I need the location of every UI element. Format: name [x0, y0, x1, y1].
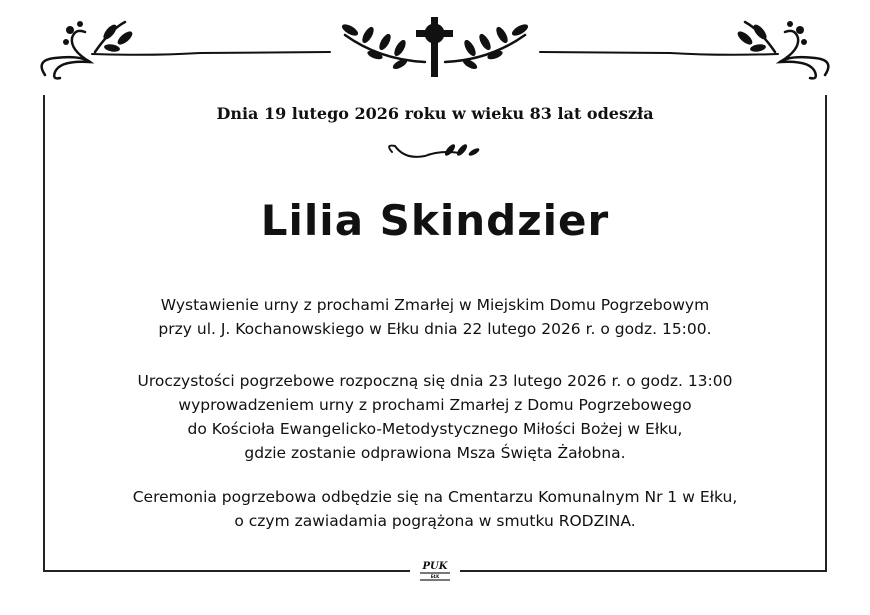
text-line: o czym zawiadamia pogrążona w smutku RODZINA.: [234, 512, 636, 530]
deceased-name: Lilia Skindzier: [260, 196, 610, 245]
text-line: wyprowadzeniem urny z prochami Zmarłej z Domu Pogrzebowego: [178, 396, 692, 414]
text-line: gdzie zostanie odprawiona Msza Święta Żałobna.: [244, 444, 626, 462]
puk-logo: [414, 562, 456, 581]
frame-bottom-left: [43, 570, 410, 572]
logo-main: PUK: [422, 561, 448, 572]
paragraph-burial: [0, 485, 870, 533]
cross-icon: [416, 17, 453, 77]
logo-sub: EŁK: [420, 572, 450, 581]
text-line: do Kościoła Ewangelicko-Metodystycznego Miłości Bożej w Ełku,: [187, 420, 683, 438]
paragraph-ceremony: [0, 369, 870, 465]
text-line: Wystawienie urny z prochami Zmarłej w Miejskim Domu Pogrzebowym: [160, 296, 710, 314]
death-announcement: Dnia 19 lutego 2026 roku w wieku 83 lat odeszła: [216, 104, 654, 123]
paragraph-urn-display: [0, 293, 870, 341]
text-line: Ceremonia pogrzebowa odbędzie się na Cmentarzu Komunalnym Nr 1 w Ełku,: [132, 488, 738, 506]
frame-bottom-right: [460, 570, 827, 572]
text-line: przy ul. J. Kochanowskiego w Ełku dnia 22 lutego 2026 r. o godz. 15:00.: [158, 320, 712, 338]
text-line: Uroczystości pogrzebowe rozpoczną się dnia 23 lutego 2026 r. o godz. 13:00: [137, 372, 733, 390]
header-ornament: [0, 0, 870, 200]
